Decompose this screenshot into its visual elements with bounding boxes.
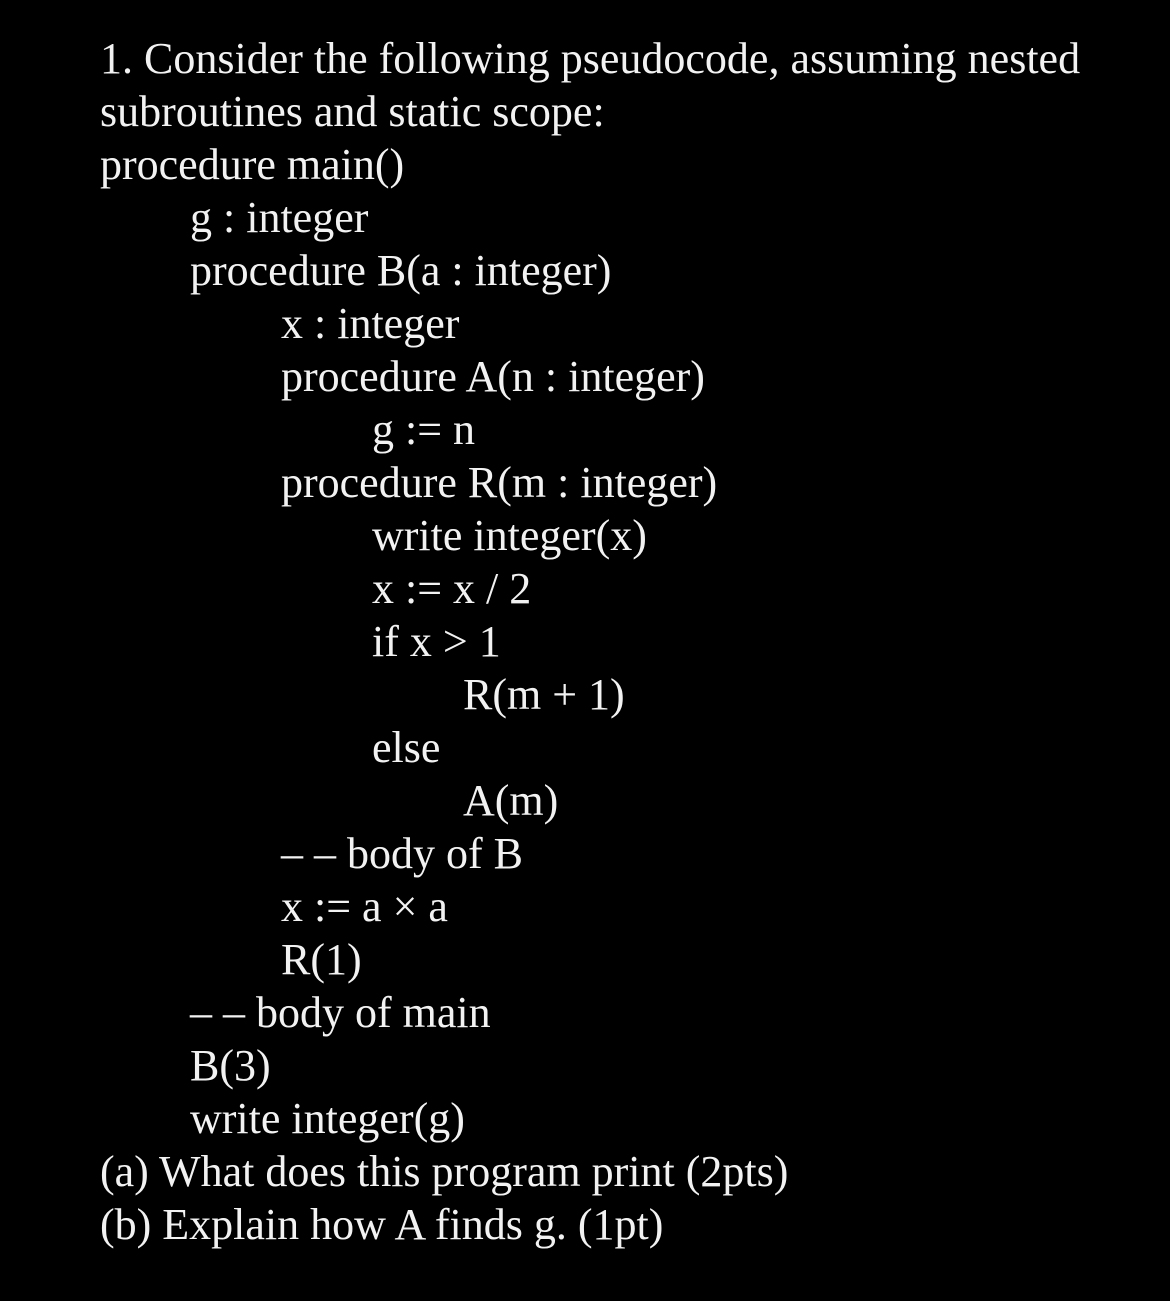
code-main-header: procedure main() <box>100 140 405 189</box>
question-intro-line-1: 1. Consider the following pseudocode, assuming nested <box>100 34 1081 83</box>
code-g-declaration: g : integer <box>190 193 369 242</box>
code-b-assign: x := a × a <box>281 882 448 931</box>
code-b-body-comment: – – body of B <box>281 829 523 878</box>
question-part-a: (a) What does this program print (2pts) <box>100 1147 789 1196</box>
code-main-call-b: B(3) <box>190 1041 271 1090</box>
code-r-else: else <box>372 723 441 772</box>
code-r-if: if x > 1 <box>372 617 501 666</box>
code-main-write: write integer(g) <box>190 1094 465 1143</box>
code-r-header: procedure R(m : integer) <box>281 458 718 507</box>
code-r-recurse: R(m + 1) <box>463 670 625 719</box>
code-b-call-r: R(1) <box>281 935 362 984</box>
question-intro-line-2: subroutines and static scope: <box>100 87 605 136</box>
code-x-declaration: x : integer <box>281 299 460 348</box>
code-a-body: g := n <box>372 405 476 454</box>
code-a-header: procedure A(n : integer) <box>281 352 705 401</box>
code-b-header: procedure B(a : integer) <box>190 246 612 295</box>
code-r-write: write integer(x) <box>372 511 647 560</box>
code-r-halve: x := x / 2 <box>372 564 532 613</box>
question-part-b: (b) Explain how A finds g. (1pt) <box>100 1200 664 1249</box>
code-main-body-comment: – – body of main <box>190 988 491 1037</box>
code-r-call-a: A(m) <box>463 776 559 825</box>
